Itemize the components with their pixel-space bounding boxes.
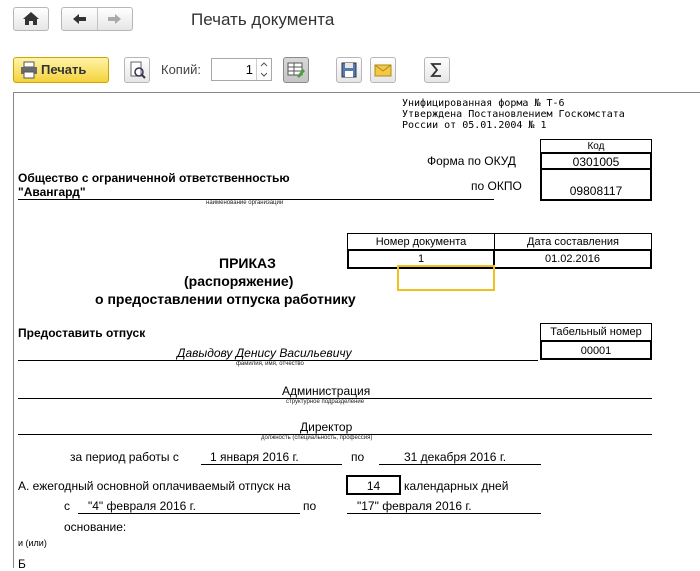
save-button[interactable] bbox=[336, 57, 362, 83]
table-edit-icon bbox=[284, 58, 308, 82]
doc-date-cell[interactable] bbox=[493, 249, 652, 269]
okpo-label: по ОКПО bbox=[471, 179, 522, 193]
back-button[interactable] bbox=[62, 8, 98, 30]
copies-stepper[interactable] bbox=[256, 59, 271, 80]
period-to-underline bbox=[379, 464, 541, 465]
back-forward-group bbox=[61, 7, 133, 31]
from-label: с bbox=[64, 499, 70, 513]
position-value: Директор bbox=[300, 420, 353, 434]
period-to-label: по bbox=[351, 450, 365, 464]
okud-code-cell[interactable] bbox=[540, 152, 652, 170]
leave-days-suffix: календарных дней bbox=[404, 479, 509, 493]
form-header-line-1: Унифицированная форма № Т-6 bbox=[402, 98, 565, 109]
department-value: Администрация bbox=[282, 384, 371, 398]
okud-label: Форма по ОКУД bbox=[427, 154, 516, 168]
grant-leave-label: Предоставить отпуск bbox=[18, 326, 146, 340]
doc-number-label: Номер документа bbox=[375, 236, 467, 248]
period-label: за период работы с bbox=[70, 450, 179, 464]
org-caption: наименование организации bbox=[206, 200, 284, 206]
form-header-line-3: России от 05.01.2004 № 1 bbox=[402, 120, 547, 131]
doc-number-header bbox=[347, 233, 495, 250]
window-title: Печать документа bbox=[191, 10, 335, 29]
doc-date-label: Дата составления bbox=[527, 236, 619, 248]
arrow-left-icon bbox=[62, 8, 97, 30]
org-name-line-1: Общество с ограниченной ответственностью bbox=[18, 171, 290, 185]
selected-cell-highlight[interactable] bbox=[397, 265, 495, 291]
period-from-value: 1 января 2016 г. bbox=[210, 450, 299, 464]
forward-button[interactable] bbox=[98, 8, 132, 30]
form-header-line-2: Утверждена Постановлением Госкомстата bbox=[402, 109, 625, 120]
preview-icon bbox=[125, 58, 149, 82]
position-caption: должность (специальность, профессия) bbox=[261, 435, 373, 441]
employee-name: Давыдову Денису Васильевичу bbox=[177, 346, 352, 360]
from-date-underline bbox=[78, 513, 300, 514]
home-icon bbox=[14, 8, 48, 30]
employee-caption: фамилия, имя, отчество bbox=[236, 361, 304, 367]
edit-mode-button[interactable] bbox=[283, 57, 309, 83]
and-or-label: и (или) bbox=[18, 538, 47, 548]
home-button[interactable] bbox=[13, 7, 49, 31]
preview-button[interactable] bbox=[124, 57, 150, 83]
department-caption: структурное подразделение bbox=[286, 399, 365, 405]
copies-label: Копий: bbox=[161, 62, 201, 77]
leave-days-cell[interactable] bbox=[346, 475, 401, 495]
to-date-underline bbox=[347, 513, 541, 514]
okud-value: 0301005 bbox=[572, 155, 620, 169]
code-header-cell bbox=[540, 139, 652, 153]
copies-input[interactable] bbox=[211, 58, 272, 81]
from-date-value: "4" февраля 2016 г. bbox=[88, 499, 196, 513]
leave-days-value: 14 bbox=[366, 479, 381, 493]
chevron-up-icon bbox=[257, 59, 271, 69]
tab-number-label: Табельный номер bbox=[550, 326, 642, 338]
code-label: Код bbox=[587, 141, 605, 152]
doc-date-value: 01.02.2016 bbox=[544, 253, 601, 265]
sum-button[interactable] bbox=[424, 57, 450, 83]
org-name-line-2: "Авангард" bbox=[18, 185, 86, 199]
print-button-label: Печать bbox=[41, 62, 87, 77]
floppy-disk-icon bbox=[337, 58, 361, 82]
sigma-icon bbox=[425, 58, 449, 82]
envelope-icon bbox=[371, 58, 395, 82]
doc-number-value: 1 bbox=[417, 253, 425, 265]
leave-a-label: А. ежегодный основной оплачиваемый отпуск на bbox=[18, 479, 291, 493]
arrow-right-icon bbox=[98, 8, 132, 30]
document-sheet bbox=[13, 92, 700, 571]
tab-number-value: 00001 bbox=[580, 345, 612, 357]
send-email-button[interactable] bbox=[370, 57, 396, 83]
period-from-underline bbox=[201, 464, 342, 465]
basis-label: основание: bbox=[64, 520, 127, 534]
chevron-down-icon bbox=[257, 70, 271, 80]
to-date-value: "17" февраля 2016 г. bbox=[357, 499, 472, 513]
order-title: ПРИКАЗ bbox=[219, 255, 276, 271]
tab-number-header bbox=[540, 323, 652, 341]
doc-date-header bbox=[494, 233, 652, 250]
copies-value: 1 bbox=[245, 62, 253, 77]
okpo-value: 09808117 bbox=[569, 184, 623, 198]
okpo-code-cell[interactable] bbox=[540, 169, 652, 201]
to-label: по bbox=[303, 499, 317, 513]
order-subtitle: (распоряжение) bbox=[184, 273, 294, 289]
printer-icon bbox=[19, 61, 39, 79]
order-purpose: о предоставлении отпуска работнику bbox=[95, 291, 356, 307]
period-to-value: 31 декабря 2016 г. bbox=[404, 450, 507, 464]
tab-number-cell[interactable] bbox=[540, 340, 652, 360]
leave-b-label: Б bbox=[18, 557, 26, 571]
print-button[interactable] bbox=[13, 57, 109, 83]
